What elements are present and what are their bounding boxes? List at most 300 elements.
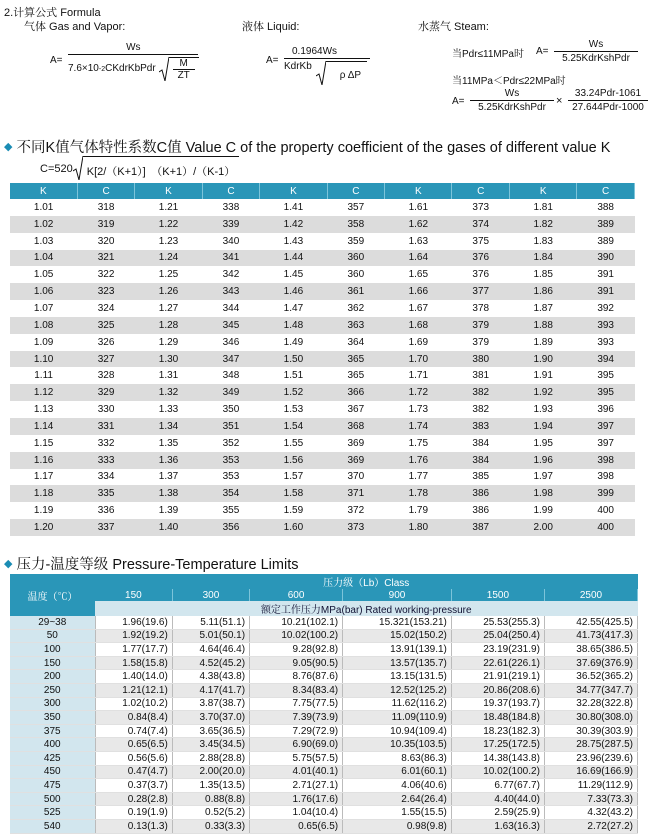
table-cell: 1.48	[260, 317, 327, 334]
table-row	[10, 779, 638, 793]
table-row	[10, 435, 635, 452]
temp-cell: 200	[10, 670, 95, 684]
table-cell: 397	[577, 435, 635, 452]
table-cell: 359	[327, 233, 385, 250]
diamond-icon: ◆	[4, 141, 13, 153]
table-cell: 1.74	[385, 418, 452, 435]
table-cell: 1.90	[510, 351, 577, 368]
table-cell: 1.80	[385, 519, 452, 536]
steam-times: ×	[556, 95, 563, 107]
table-cell: 395	[577, 384, 635, 401]
table-cell: 375	[452, 233, 510, 250]
table-cell: 1.25	[135, 266, 202, 283]
pressure-cell: 3.87(38.7)	[172, 697, 249, 711]
table-cell: 1.55	[260, 435, 327, 452]
table-cell: 355	[202, 502, 260, 519]
pressure-cell: 1.63(16.3)	[451, 819, 544, 833]
table-row	[10, 283, 635, 300]
table-row	[10, 469, 635, 486]
table-row	[10, 765, 638, 779]
table-cell: 1.42	[260, 216, 327, 233]
pressure-cell: 1.55(15.5)	[343, 806, 452, 820]
steam-den1: 5.25KdrKshPdr	[562, 53, 630, 64]
table-cell: 1.06	[10, 283, 77, 300]
table-cell: 370	[327, 469, 385, 486]
pressure-cell: 1.58(15.8)	[95, 656, 172, 670]
pressure-cell: 4.40(44.0)	[451, 792, 544, 806]
table-row	[10, 401, 635, 418]
k-section-title: 不同K值气体特性系数C值 Value C of the property coefficient of the gases of different value K	[16, 140, 611, 156]
table-cell: 1.18	[10, 485, 77, 502]
table-cell: 325	[77, 317, 135, 334]
liquid-numerator: 0.1964Ws	[292, 46, 338, 57]
pressure-cell: 0.65(6.5)	[95, 738, 172, 752]
pressure-cell: 11.62(116.2)	[343, 697, 452, 711]
pressure-cell: 0.98(9.8)	[343, 819, 452, 833]
table-cell: 385	[452, 469, 510, 486]
table-cell: 349	[202, 384, 260, 401]
table-cell: 1.73	[385, 401, 452, 418]
table-cell: 1.82	[510, 216, 577, 233]
table-cell: 345	[202, 317, 260, 334]
table-cell: 376	[452, 250, 510, 267]
table-cell: 371	[327, 485, 385, 502]
kc-header-k: K	[260, 183, 327, 199]
table-cell: 1.45	[260, 266, 327, 283]
temp-cell: 450	[10, 765, 95, 779]
pressure-cell: 5.11(51.1)	[172, 616, 249, 629]
table-cell: 1.10	[10, 351, 77, 368]
steam-num2: Ws	[504, 88, 520, 99]
table-cell: 1.64	[385, 250, 452, 267]
table-cell: 1.94	[510, 418, 577, 435]
temp-cell: 100	[10, 643, 95, 657]
table-cell: 1.81	[510, 199, 577, 216]
table-cell: 1.50	[260, 351, 327, 368]
table-cell: 395	[577, 367, 635, 384]
steam-num3: 33.24Pdr-1061	[574, 88, 642, 99]
steam-frac3	[568, 88, 648, 114]
table-row	[10, 629, 638, 643]
table-cell: 1.97	[510, 469, 577, 486]
table-cell: 1.51	[260, 367, 327, 384]
pressure-cell: 6.77(67.7)	[451, 779, 544, 793]
pressure-cell: 7.75(77.5)	[250, 697, 343, 711]
table-cell: 341	[202, 250, 260, 267]
table-cell: 1.61	[385, 199, 452, 216]
pressure-cell: 23.96(239.6)	[544, 751, 637, 765]
table-cell: 389	[577, 216, 635, 233]
table-cell: 1.58	[260, 485, 327, 502]
table-cell: 392	[577, 300, 635, 317]
table-cell: 335	[77, 485, 135, 502]
steam-num1: Ws	[588, 39, 604, 50]
pressure-cell: 38.65(386.5)	[544, 643, 637, 657]
table-cell: 1.84	[510, 250, 577, 267]
table-cell: 1.20	[10, 519, 77, 536]
table-cell: 1.63	[385, 233, 452, 250]
pressure-cell: 10.35(103.5)	[343, 738, 452, 752]
table-row	[10, 792, 638, 806]
pressure-cell: 3.70(37.0)	[172, 711, 249, 725]
pressure-cell: 6.01(60.1)	[343, 765, 452, 779]
table-cell: 319	[77, 216, 135, 233]
table-cell: 379	[452, 317, 510, 334]
table-cell: 352	[202, 435, 260, 452]
pressure-cell: 0.47(4.7)	[95, 765, 172, 779]
table-cell: 1.70	[385, 351, 452, 368]
pressure-cell: 8.63(86.3)	[343, 751, 452, 765]
pressure-cell: 18.48(184.8)	[451, 711, 544, 725]
table-cell: 1.49	[260, 334, 327, 351]
table-cell: 369	[327, 435, 385, 452]
pressure-cell: 10.02(100.2)	[451, 765, 544, 779]
table-cell: 1.46	[260, 283, 327, 300]
gas-label: 气体 Gas and Vapor:	[24, 21, 126, 33]
table-cell: 336	[77, 502, 135, 519]
table-cell: 327	[77, 351, 135, 368]
class-300: 300	[172, 589, 249, 601]
table-cell: 1.93	[510, 401, 577, 418]
table-cell: 1.57	[260, 469, 327, 486]
table-cell: 383	[452, 418, 510, 435]
pressure-cell: 4.32(43.2)	[544, 806, 637, 820]
table-cell: 1.71	[385, 367, 452, 384]
pressure-cell: 42.55(425.5)	[544, 616, 637, 629]
gas-den-prefix: 7.6×10	[68, 63, 99, 74]
table-cell: 354	[202, 485, 260, 502]
table-cell: 1.05	[10, 266, 77, 283]
table-cell: 358	[327, 216, 385, 233]
gas-sqrt-num: M	[179, 58, 188, 69]
table-cell: 1.43	[260, 233, 327, 250]
kc-header-k: K	[385, 183, 452, 199]
k-formula-expr: K[2/（K+1）] （K+1）/（K-1）	[83, 156, 240, 179]
pressure-cell: 4.64(46.4)	[172, 643, 249, 657]
table-cell: 1.75	[385, 435, 452, 452]
table-cell: 326	[77, 334, 135, 351]
table-cell: 1.95	[510, 435, 577, 452]
table-cell: 374	[452, 216, 510, 233]
table-row	[10, 199, 635, 216]
gas-den-exp: -2	[98, 65, 106, 73]
pressure-cell: 2.88(28.8)	[172, 751, 249, 765]
table-cell: 1.65	[385, 266, 452, 283]
k-section-heading	[4, 136, 610, 157]
table-cell: 388	[577, 199, 635, 216]
table-cell: 348	[202, 367, 260, 384]
table-cell: 399	[577, 485, 635, 502]
table-row	[10, 711, 638, 725]
table-cell: 1.31	[135, 367, 202, 384]
table-cell: 1.33	[135, 401, 202, 418]
table-cell: 390	[577, 250, 635, 267]
temp-cell: 150	[10, 656, 95, 670]
pressure-cell: 0.19(1.9)	[95, 806, 172, 820]
table-cell: 1.47	[260, 300, 327, 317]
table-cell: 1.91	[510, 367, 577, 384]
steam-frac2	[470, 88, 554, 114]
table-row	[10, 502, 635, 519]
gas-den-coef: CKdrKbPdr	[105, 63, 156, 74]
steam-label: 水蒸气 Steam:	[418, 21, 489, 33]
table-cell: 1.39	[135, 502, 202, 519]
temp-cell: 375	[10, 724, 95, 738]
table-cell: 1.29	[135, 334, 202, 351]
table-cell: 1.07	[10, 300, 77, 317]
class-150: 150	[95, 589, 172, 601]
table-cell: 328	[77, 367, 135, 384]
class-2500: 2500	[544, 589, 637, 601]
table-row	[10, 806, 638, 820]
table-cell: 394	[577, 351, 635, 368]
table-row	[10, 418, 635, 435]
table-cell: 1.09	[10, 334, 77, 351]
table-cell: 386	[452, 502, 510, 519]
table-cell: 384	[452, 452, 510, 469]
kc-header-c: C	[452, 183, 510, 199]
table-cell: 1.19	[10, 502, 77, 519]
table-cell: 368	[327, 418, 385, 435]
pressure-cell: 1.96(19.6)	[95, 616, 172, 629]
table-cell: 366	[327, 384, 385, 401]
table-cell: 1.02	[10, 216, 77, 233]
steam-lhs2: A=	[452, 96, 465, 107]
table-cell: 331	[77, 418, 135, 435]
temp-cell: 250	[10, 683, 95, 697]
gas-sqrt-den: ZT	[177, 70, 190, 81]
table-cell: 1.28	[135, 317, 202, 334]
table-cell: 357	[327, 199, 385, 216]
pressure-cell: 30.80(308.0)	[544, 711, 637, 725]
rated-header: 额定工作压力MPa(bar) Rated working-pressure	[95, 601, 638, 616]
pressure-cell: 37.69(376.9)	[544, 656, 637, 670]
table-row	[10, 738, 638, 752]
table-cell: 381	[452, 367, 510, 384]
temp-cell: 500	[10, 792, 95, 806]
pressure-cell: 15.321(153.21)	[343, 616, 452, 629]
table-cell: 1.36	[135, 452, 202, 469]
table-row	[10, 216, 635, 233]
gas-numerator: Ws	[126, 42, 141, 53]
pressure-cell: 1.21(12.1)	[95, 683, 172, 697]
table-row	[10, 724, 638, 738]
table-cell: 1.72	[385, 384, 452, 401]
pressure-cell: 9.05(90.5)	[250, 656, 343, 670]
table-cell: 1.35	[135, 435, 202, 452]
table-cell: 1.11	[10, 367, 77, 384]
pressure-cell: 7.33(73.3)	[544, 792, 637, 806]
table-cell: 324	[77, 300, 135, 317]
table-cell: 384	[452, 435, 510, 452]
steam-lhs1: A=	[536, 46, 549, 57]
table-cell: 2.00	[510, 519, 577, 536]
pressure-cell: 0.28(2.8)	[95, 792, 172, 806]
table-cell: 361	[327, 283, 385, 300]
pressure-cell: 1.77(17.7)	[95, 643, 172, 657]
pressure-cell: 1.02(10.2)	[95, 697, 172, 711]
pressure-cell: 34.77(347.7)	[544, 683, 637, 697]
steam-den2: 5.25KdrKshPdr	[478, 102, 546, 113]
table-cell: 1.96	[510, 452, 577, 469]
temp-cell: 475	[10, 779, 95, 793]
table-cell: 1.83	[510, 233, 577, 250]
table-cell: 400	[577, 502, 635, 519]
table-cell: 382	[452, 401, 510, 418]
pressure-cell: 0.33(3.3)	[172, 819, 249, 833]
table-row	[10, 233, 635, 250]
pressure-cell: 28.75(287.5)	[544, 738, 637, 752]
pressure-cell: 15.02(150.2)	[343, 629, 452, 643]
pressure-cell: 14.38(143.8)	[451, 751, 544, 765]
table-cell: 1.23	[135, 233, 202, 250]
class-1500: 1500	[451, 589, 544, 601]
pressure-cell: 11.29(112.9)	[544, 779, 637, 793]
table-cell: 1.24	[135, 250, 202, 267]
table-cell: 1.54	[260, 418, 327, 435]
class-row	[10, 589, 638, 601]
table-cell: 340	[202, 233, 260, 250]
table-cell: 1.03	[10, 233, 77, 250]
table-cell: 365	[327, 367, 385, 384]
pressure-cell: 7.39(73.9)	[250, 711, 343, 725]
table-cell: 1.67	[385, 300, 452, 317]
pt-section-heading	[4, 553, 298, 574]
pressure-cell: 17.25(172.5)	[451, 738, 544, 752]
table-cell: 1.56	[260, 452, 327, 469]
pressure-cell: 0.37(3.7)	[95, 779, 172, 793]
pressure-cell: 2.72(27.2)	[544, 819, 637, 833]
pressure-cell: 18.23(182.3)	[451, 724, 544, 738]
table-cell: 387	[452, 519, 510, 536]
table-cell: 360	[327, 266, 385, 283]
table-cell: 1.60	[260, 519, 327, 536]
pressure-cell: 16.69(166.9)	[544, 765, 637, 779]
pressure-cell: 36.52(365.2)	[544, 670, 637, 684]
pressure-cell: 30.39(303.9)	[544, 724, 637, 738]
table-cell: 1.68	[385, 317, 452, 334]
pressure-cell: 1.40(14.0)	[95, 670, 172, 684]
table-row	[10, 656, 638, 670]
kc-header-c: C	[327, 183, 385, 199]
table-row	[10, 751, 638, 765]
pressure-cell: 21.91(219.1)	[451, 670, 544, 684]
table-row	[10, 683, 638, 697]
pressure-cell: 4.38(43.8)	[172, 670, 249, 684]
steam-cond1: 当Pdr≤11MPa时	[452, 49, 524, 60]
table-cell: 332	[77, 435, 135, 452]
table-cell: 1.16	[10, 452, 77, 469]
table-cell: 396	[577, 401, 635, 418]
table-cell: 1.59	[260, 502, 327, 519]
liquid-formula	[284, 46, 370, 85]
gas-sqrt	[159, 57, 199, 81]
pressure-cell: 5.01(50.1)	[172, 629, 249, 643]
table-cell: 1.88	[510, 317, 577, 334]
pressure-cell: 20.86(208.6)	[451, 683, 544, 697]
k-formula	[40, 156, 239, 180]
temp-cell: 29~38	[10, 616, 95, 629]
table-cell: 393	[577, 334, 635, 351]
kc-header-c: C	[202, 183, 260, 199]
table-cell: 1.13	[10, 401, 77, 418]
pressure-cell: 4.06(40.6)	[343, 779, 452, 793]
table-row	[10, 334, 635, 351]
pressure-cell: 1.76(17.6)	[250, 792, 343, 806]
table-cell: 1.37	[135, 469, 202, 486]
pressure-cell: 1.04(10.4)	[250, 806, 343, 820]
table-cell: 322	[77, 266, 135, 283]
table-cell: 376	[452, 266, 510, 283]
table-cell: 1.41	[260, 199, 327, 216]
pressure-cell: 2.00(20.0)	[172, 765, 249, 779]
gas-formula	[68, 42, 199, 81]
table-cell: 320	[77, 233, 135, 250]
table-cell: 1.66	[385, 283, 452, 300]
pressure-cell: 23.19(231.9)	[451, 643, 544, 657]
pressure-cell: 0.84(8.4)	[95, 711, 172, 725]
pressure-cell: 3.65(36.5)	[172, 724, 249, 738]
pressure-cell: 7.29(72.9)	[250, 724, 343, 738]
table-cell: 1.92	[510, 384, 577, 401]
pressure-cell: 10.02(100.2)	[250, 629, 343, 643]
pressure-cell: 32.28(322.8)	[544, 697, 637, 711]
table-cell: 372	[327, 502, 385, 519]
table-cell: 353	[202, 469, 260, 486]
liquid-label: 液体 Liquid:	[242, 21, 300, 33]
table-cell: 393	[577, 317, 635, 334]
kc-header-c: C	[577, 183, 635, 199]
temp-cell: 400	[10, 738, 95, 752]
table-cell: 1.26	[135, 283, 202, 300]
table-cell: 344	[202, 300, 260, 317]
pressure-cell: 25.53(255.3)	[451, 616, 544, 629]
table-cell: 1.62	[385, 216, 452, 233]
temp-cell: 525	[10, 806, 95, 820]
pressure-cell: 1.92(19.2)	[95, 629, 172, 643]
table-cell: 1.38	[135, 485, 202, 502]
pt-table	[10, 574, 638, 834]
table-cell: 343	[202, 283, 260, 300]
table-cell: 391	[577, 283, 635, 300]
table-cell: 1.17	[10, 469, 77, 486]
table-cell: 1.86	[510, 283, 577, 300]
pressure-cell: 8.76(87.6)	[250, 670, 343, 684]
table-cell: 1.15	[10, 435, 77, 452]
pressure-cell: 13.15(131.5)	[343, 670, 452, 684]
pressure-cell: 13.57(135.7)	[343, 656, 452, 670]
pressure-cell: 11.09(110.9)	[343, 711, 452, 725]
class-600: 600	[250, 589, 343, 601]
table-cell: 339	[202, 216, 260, 233]
table-cell: 373	[327, 519, 385, 536]
pressure-cell: 0.13(1.3)	[95, 819, 172, 833]
sqrt-icon	[73, 156, 83, 180]
table-cell: 1.77	[385, 469, 452, 486]
pressure-cell: 2.71(27.1)	[250, 779, 343, 793]
table-cell: 1.85	[510, 266, 577, 283]
kc-header-c: C	[77, 183, 135, 199]
table-cell: 346	[202, 334, 260, 351]
table-cell: 1.53	[260, 401, 327, 418]
kc-header-row	[10, 183, 635, 199]
kc-header-k: K	[135, 183, 202, 199]
table-cell: 365	[327, 351, 385, 368]
temp-cell: 540	[10, 819, 95, 833]
table-cell: 1.44	[260, 250, 327, 267]
temp-cell: 425	[10, 751, 95, 765]
pressure-cell: 9.28(92.8)	[250, 643, 343, 657]
